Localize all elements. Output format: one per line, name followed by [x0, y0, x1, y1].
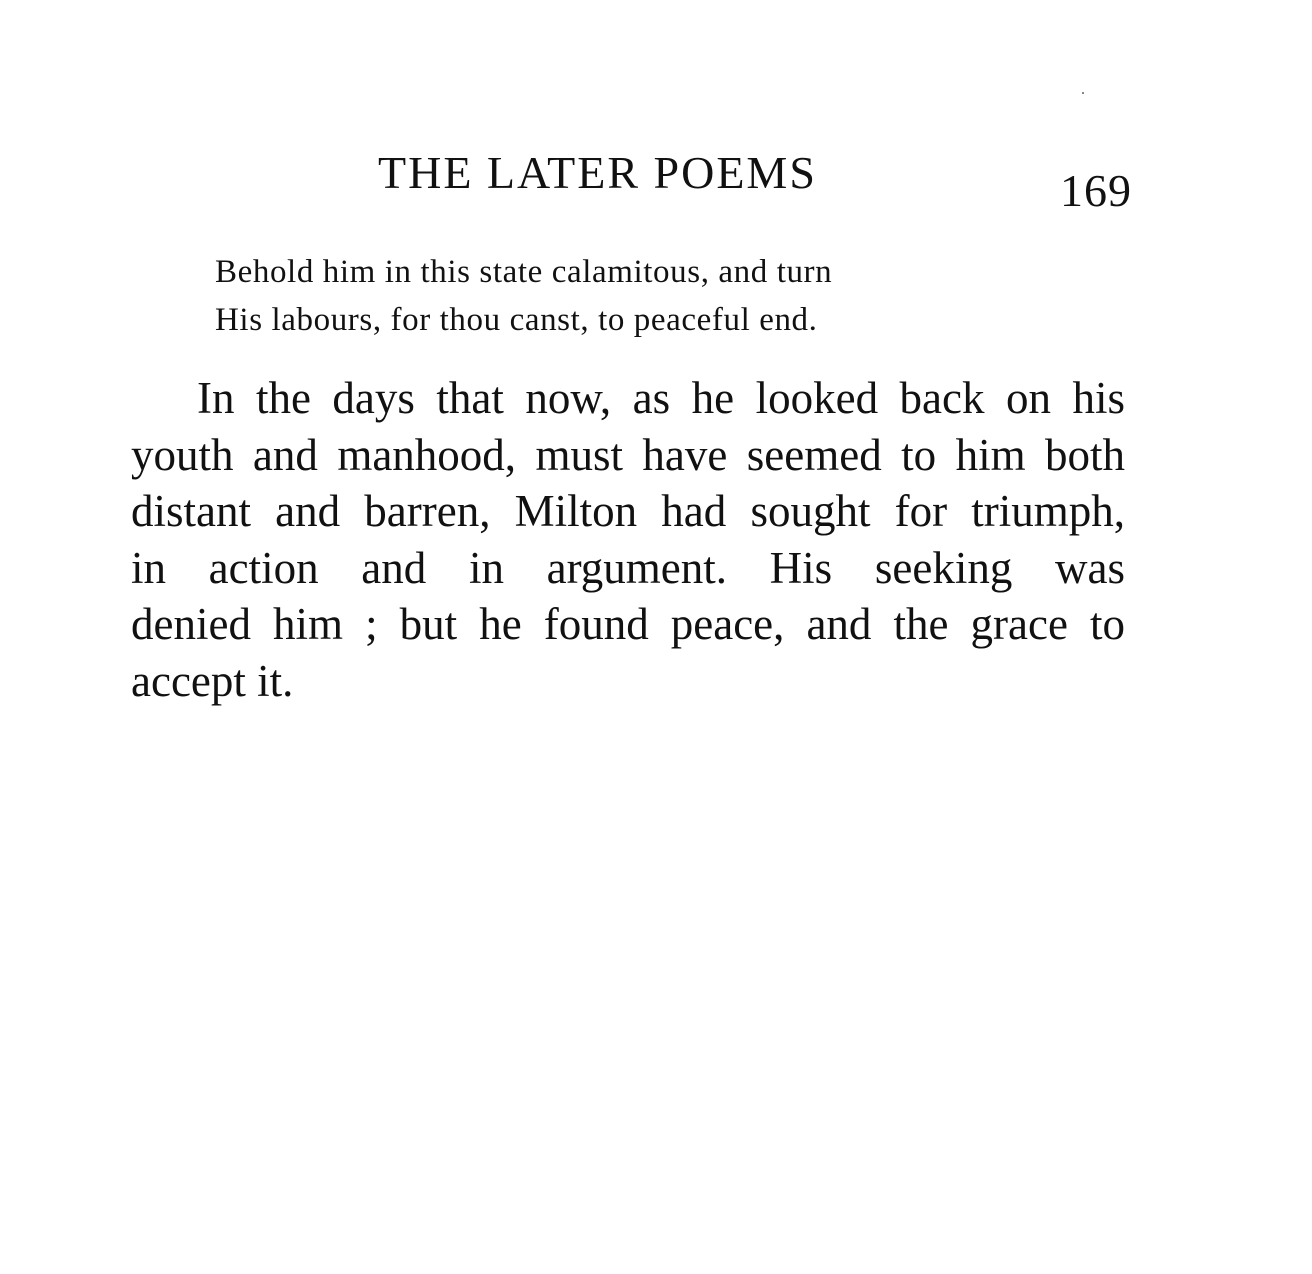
verse-quotation	[215, 248, 975, 344]
paragraph-line: accept it.	[131, 655, 294, 706]
scan-speck	[1082, 92, 1084, 94]
page-number: 169	[1060, 165, 1132, 216]
paragraph-line: distant and barren, Milton had sought for triumph,	[131, 486, 1125, 536]
paragraph-line: denied him ; but he found peace, and the grace to	[131, 599, 1125, 649]
paragraph-line: In the days that now, as he looked back on his	[197, 373, 1125, 423]
verse-line: Behold him in this state calamitous, and turn	[215, 254, 833, 290]
body-paragraph	[131, 370, 1125, 709]
paragraph-line: youth and manhood, must have seemed to him both	[131, 429, 1125, 480]
paragraph-line: in action and in argument. His seeking was	[131, 542, 1125, 593]
verse-line: His labours, for thou canst, to peaceful end.	[215, 302, 818, 338]
running-title: THE LATER POEMS	[378, 147, 817, 198]
